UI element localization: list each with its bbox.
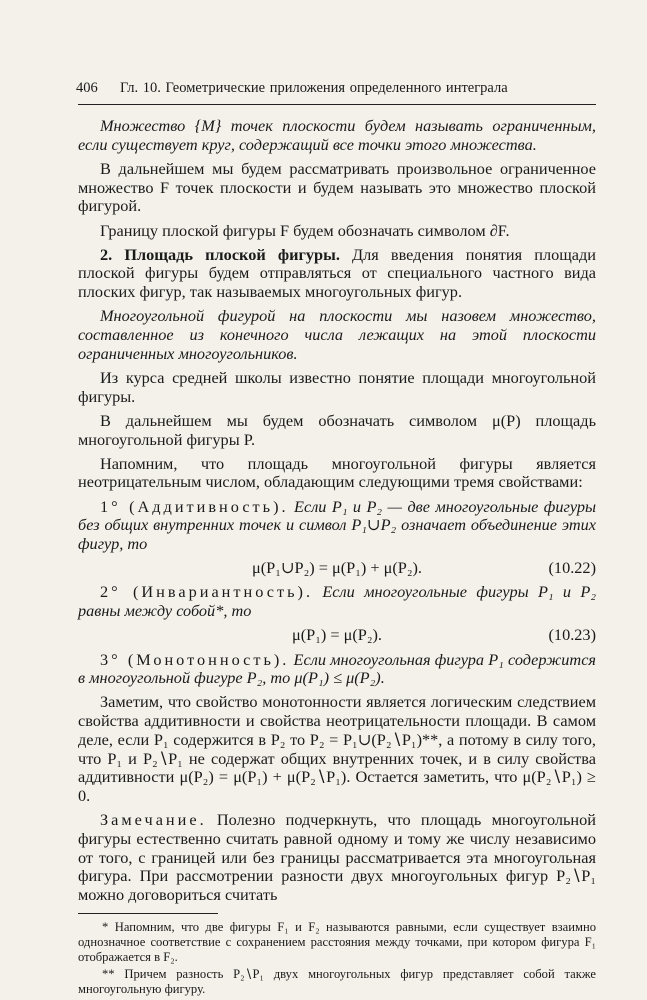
remark-text: Полезно подчеркнуть, что площадь многоугольной фигуры естественно считать равной одному и тому же числу независимо от того, с границей или без границы рассматривается эта многоугольная фигура. При рассмотрении разности двух многоугольных фигур P₂∖P₁ можно договориться считать xyxy=(78,810,596,905)
paragraph-boundary: Границу плоской фигуры F будем обозначать символом ∂F. xyxy=(100,220,510,240)
equation-number: (10.23) xyxy=(548,625,596,645)
section-heading: 2. Площадь плоской фигуры. xyxy=(100,244,340,264)
paragraph-school-course: Из курса средней школы известно понятие площади многоугольной фигуры. xyxy=(78,367,596,406)
property-invariance xyxy=(78,583,596,620)
property-text: Если многоугольные фигуры P₁ и P₂ равны между собой*, то xyxy=(78,582,596,621)
paragraph-plane-figure: В дальнейшем мы будем рассматривать произвольное ограниченное множество F точек плоскости и будем называть это множество плоской фигурой. xyxy=(78,158,596,216)
equation-10-22 xyxy=(78,559,596,578)
paragraph-monotonicity-proof: Заметим, что свойство монотонности является логическим следствием свойства аддитивности и свойства неотрицательности площади. В самом деле, если P₁ содержится в P₂ то P₂ = P₁∪(P₂∖P₁)**, а потому в силу того, что P₁ и P₂∖P₁ не содержат общих внутренних точек, и в силу свойства аддитивности μ(P₂) = μ(P₁) + μ(P₂∖P₁). Остается заметить, что μ(P₂∖P₁) ≥ 0. xyxy=(78,692,596,805)
running-header xyxy=(78,78,596,100)
paragraph-notation: В дальнейшем мы будем обозначать символом μ(P) площадь многоугольной фигуры P. xyxy=(78,410,596,449)
equation-10-23 xyxy=(78,626,596,645)
paragraph-definition: Многоугольной фигурой на плоскости мы назовем множество, составленное из конечного числа лежащих на этой плоскости ограниченных многоугольников. xyxy=(78,306,596,363)
footnote-rule xyxy=(78,913,218,914)
equation-body: μ(P₁∪P₂) = μ(P₁) + μ(P₂). xyxy=(252,558,422,578)
property-monotonicity xyxy=(78,651,596,688)
paragraph-remark xyxy=(78,811,596,905)
equation-number: (10.22) xyxy=(548,558,596,578)
footnote-2: ** Причем разность P₂∖P₁ двух многоугольных фигур представляет собой также многоугольную фигуру. xyxy=(78,966,596,996)
property-label: 2° (Инвариантность). xyxy=(100,582,314,602)
remark-label: Замечание. xyxy=(100,810,207,830)
footnote-1: * Напомним, что две фигуры F₁ и F₂ называются равными, если существует взаимно однозначное соответствие с сохранением расстояния между точками, при котором фигура F₁ отображается в F₂. xyxy=(78,919,596,964)
book-page xyxy=(78,78,596,999)
property-label: 3° (Монотонность). xyxy=(100,649,290,669)
section-text: Для введения понятия площади плоской фигуры будем отправляться от специального частного вида плоских фигур, так называемых многоугольных фигур. xyxy=(78,244,596,302)
header-rule xyxy=(78,104,596,105)
paragraph-section-2 xyxy=(78,246,596,302)
paragraph-bounded-set: Множество {M} точек плоскости будем называть ограниченным, если существует круг, содержащий все точки этого множества. xyxy=(78,116,596,154)
property-label: 1° (Аддитивность). xyxy=(100,496,289,516)
equation-body: μ(P₁) = μ(P₂). xyxy=(291,625,382,645)
main-text xyxy=(78,117,596,905)
running-title: Гл. 10. Геометрические приложения определенного интеграла xyxy=(120,80,508,96)
property-additivity xyxy=(78,498,596,554)
paragraph-properties-intro: Напомним, что площадь многоугольной фигуры является неотрицательным числом, обладающим следующими тремя свойствами: xyxy=(78,453,596,492)
property-text: Если P₁ и P₂ — две многоугольные фигуры без общих внутренних точек и символ P₁∪P₂ означает объединение этих фигур, то xyxy=(78,496,596,554)
footnotes xyxy=(78,920,596,997)
page-number: 406 xyxy=(76,80,98,96)
property-text: Если многоугольная фигура P₁ содержится в многоугольной фигуре P₂, то μ(P₁) ≤ μ(P₂). xyxy=(78,649,596,688)
